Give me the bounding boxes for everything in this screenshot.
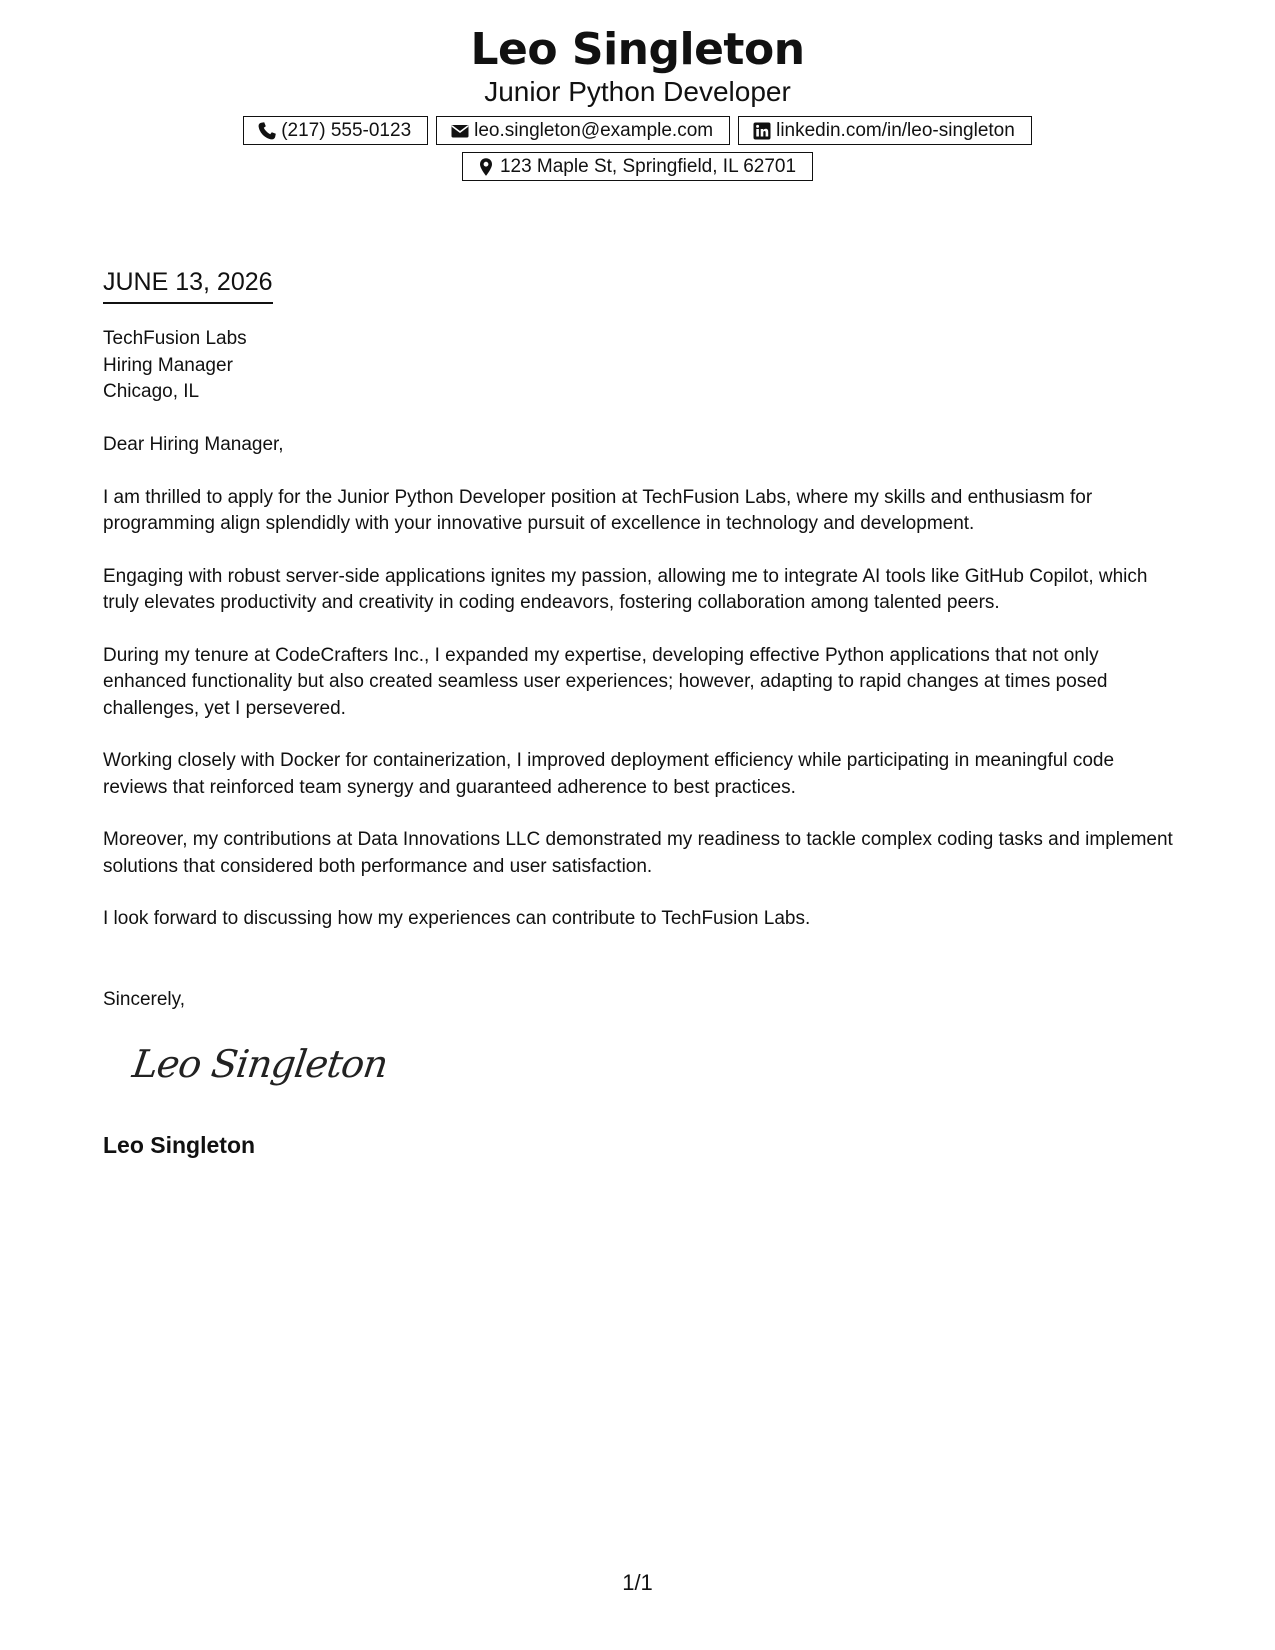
signed-name: Leo Singleton (103, 1132, 256, 1158)
phone-icon (257, 121, 277, 141)
body-paragraph: I am thrilled to apply for the Junior Python Developer position at TechFusion Labs, where my skills and enthusiasm for programming align splendidly with your innovative pursuit of excellence in technology and development. (103, 486, 1093, 534)
body-paragraph: Engaging with robust server-side applications ignites my passion, allowing me to integrate AI tools like GitHub Copilot, which truly elevates productivity and creativity in coding endeavors, fostering collaboration among talented peers. (103, 565, 1148, 613)
body-paragraph: Moreover, my contributions at Data Innovations LLC demonstrated my readiness to tackle complex coding tasks and implement solutions that considered both performance and user satisfaction. (103, 829, 1173, 877)
closing-line: Sincerely, (103, 989, 186, 1010)
recipient-contact: Hiring Manager (103, 354, 233, 376)
applicant-title: Junior Python Developer (484, 76, 791, 107)
letter-header (0, 24, 1275, 181)
recipient-location: Chicago, IL (103, 381, 200, 402)
body-paragraph: Working closely with Docker for containerization, I improved deployment efficiency while participating in meaningful code reviews that reinforced team synergy and guaranteed adherence to best practices. (103, 750, 1115, 798)
phone-text: (217) 555-0123 (281, 119, 412, 141)
email-contact[interactable] (436, 116, 730, 145)
salutation: Dear Hiring Manager, (103, 434, 284, 455)
linkedin-icon (752, 121, 772, 141)
linkedin-text[interactable]: linkedin.com/in/leo-singleton (776, 119, 1015, 141)
letter-date: JUNE 13, 2026 (103, 266, 273, 304)
linkedin-contact[interactable] (738, 116, 1032, 145)
email-text[interactable]: leo.singleton@example.com (474, 119, 714, 141)
address-row (0, 152, 1275, 181)
handwritten-signature: Leo Singleton (129, 1042, 391, 1086)
address-text: 123 Maple St, Springfield, IL 62701 (499, 155, 797, 177)
address-contact (462, 152, 813, 181)
recipient-company: TechFusion Labs (103, 328, 247, 349)
body-paragraph: I look forward to discussing how my experiences can contribute to TechFusion Labs. (103, 908, 811, 929)
contact-row (0, 116, 1275, 145)
recipient-block (103, 326, 247, 406)
page-number: 1/1 (622, 1570, 653, 1595)
letter-body (103, 432, 1183, 959)
applicant-name: Leo Singleton (470, 24, 805, 75)
envelope-icon (450, 121, 470, 141)
phone-contact (243, 116, 428, 145)
body-paragraph: During my tenure at CodeCrafters Inc., I expanded my expertise, developing effective Python applications that not only enhanced functionality but also created seamless user experiences; however, adapting to rapid changes at times posed challenges, yet I persevered. (103, 644, 1108, 719)
map-marker-icon (476, 157, 496, 177)
